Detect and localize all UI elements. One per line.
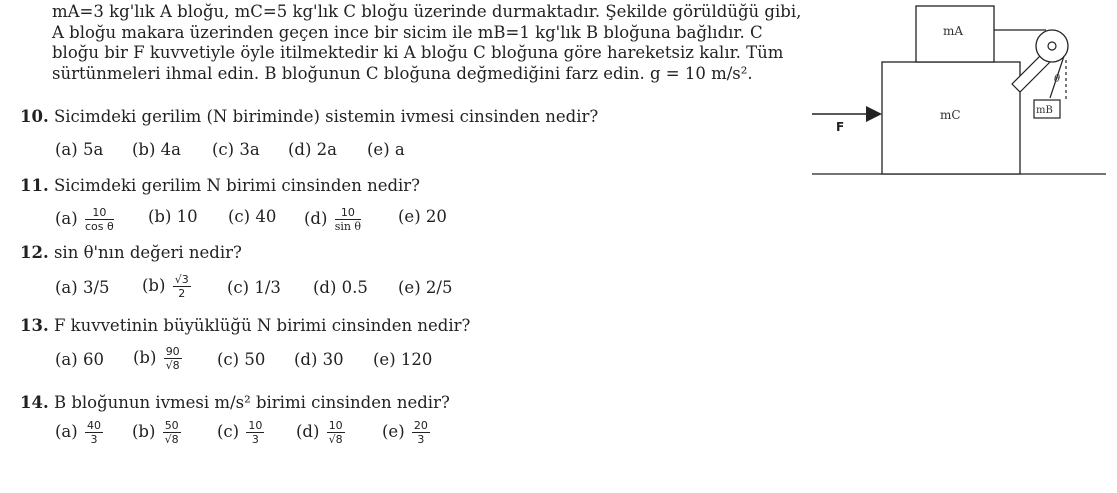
fraction: $\frac{50}{√8}$ — [164, 419, 179, 446]
option-c[interactable]: (c) 50 — [217, 350, 266, 369]
physics-figure — [810, 0, 1110, 180]
question-text: Sicimdeki gerilim (N biriminde) sistemin ivmesi cinsinden nedir? — [53, 107, 599, 126]
option-c[interactable]: (c) $\frac{10}{3}$ — [217, 419, 263, 446]
option-a[interactable]: (a) 5a — [55, 140, 104, 159]
option-e[interactable]: (e) a — [367, 140, 405, 159]
question-text: B bloğunun ivmesi m/s² birimi cinsinden nedir? — [53, 393, 450, 412]
question-text: sin θ'nın değeri nedir? — [53, 243, 242, 262]
option-a[interactable]: (a) $\frac{40}{3}$ — [55, 419, 101, 446]
question-text: Sicimdeki gerilim N birimi cinsinden nedir? — [53, 176, 421, 195]
option-a[interactable]: (a) $\frac{10}{\text{cos θ}}$ — [55, 206, 114, 233]
fraction: $\frac{10}{3}$ — [248, 419, 263, 446]
fraction: $\frac{10}{\text{cos θ}}$ — [84, 206, 114, 233]
label-mb: mB — [1036, 105, 1053, 116]
question-text: F kuvvetinin büyüklüğü N birimi cinsinden nedir? — [53, 316, 471, 335]
fraction: $\frac{20}{3}$ — [413, 419, 428, 446]
question-number: 14. — [20, 393, 49, 412]
question-number: 11. — [20, 176, 49, 195]
option-a[interactable]: (a) 3/5 — [55, 278, 110, 297]
fraction: $\frac{10}{\text{sin θ}}$ — [334, 206, 362, 233]
question-10 — [20, 107, 598, 126]
option-d[interactable]: (d) 30 — [294, 350, 344, 369]
option-d[interactable]: (d) $\frac{10}{\text{sin θ}}$ — [304, 206, 362, 233]
option-b[interactable]: (b) 4a — [132, 140, 182, 159]
option-e[interactable]: (e) $\frac{20}{3}$ — [382, 419, 428, 446]
option-b[interactable]: (b) $\frac{√3}{2}$ — [142, 273, 189, 300]
option-a[interactable]: (a) 60 — [55, 350, 104, 369]
fraction: $\frac{10}{√8}$ — [328, 419, 343, 446]
option-e[interactable]: (e) 20 — [398, 207, 447, 226]
option-b[interactable]: (b) $\frac{90}{√8}$ — [133, 345, 180, 372]
question-14 — [20, 393, 450, 412]
option-c[interactable]: (c) 3a — [212, 140, 260, 159]
intro-line-2: A bloğu makara üzerinden geçen ince bir sicim ile mB=1 kg'lık B bloğuna bağlıdır. C — [52, 22, 763, 42]
fraction: $\frac{√3}{2}$ — [174, 273, 189, 300]
intro-line-4: sürtünmeleri ihmal edin. B bloğunun C bloğuna değmediğini farz edin. g = 10 m/s². — [52, 63, 753, 83]
option-e[interactable]: (e) 2/5 — [398, 278, 453, 297]
option-d[interactable]: (d) $\frac{10}{√8}$ — [296, 419, 343, 446]
option-b[interactable]: (b) 10 — [148, 207, 198, 226]
force-arrow-head — [866, 106, 882, 122]
question-12 — [20, 243, 242, 262]
question-number: 10. — [20, 107, 49, 126]
fraction: $\frac{40}{3}$ — [86, 419, 101, 446]
option-c[interactable]: (c) 40 — [228, 207, 277, 226]
intro-line-1: mA=3 kg'lık A bloğu, mC=5 kg'lık C bloğu üzerinde durmaktadır. Şekilde görüldüğü gibi, — [52, 2, 802, 21]
question-number: 12. — [20, 243, 49, 262]
fraction: $\frac{90}{√8}$ — [165, 345, 180, 372]
label-ma: mA — [943, 24, 964, 38]
option-b[interactable]: (b) $\frac{50}{√8}$ — [132, 419, 179, 446]
label-theta: θ — [1054, 74, 1061, 85]
label-mc: mC — [940, 108, 961, 122]
option-d[interactable]: (d) 2a — [288, 140, 338, 159]
label-f: F — [836, 120, 845, 134]
intro-line-3: bloğu bir F kuvvetiyle öyle itilmektedir ki A bloğu C bloğuna göre hareketsiz kalır. Tüm — [52, 43, 784, 62]
question-11 — [20, 176, 420, 195]
option-e[interactable]: (e) 120 — [373, 350, 433, 369]
question-number: 13. — [20, 316, 49, 335]
option-c[interactable]: (c) 1/3 — [227, 278, 281, 297]
problem-intro — [52, 2, 802, 84]
question-13 — [20, 316, 470, 335]
pulley-axle — [1048, 42, 1056, 50]
option-d[interactable]: (d) 0.5 — [313, 278, 368, 297]
